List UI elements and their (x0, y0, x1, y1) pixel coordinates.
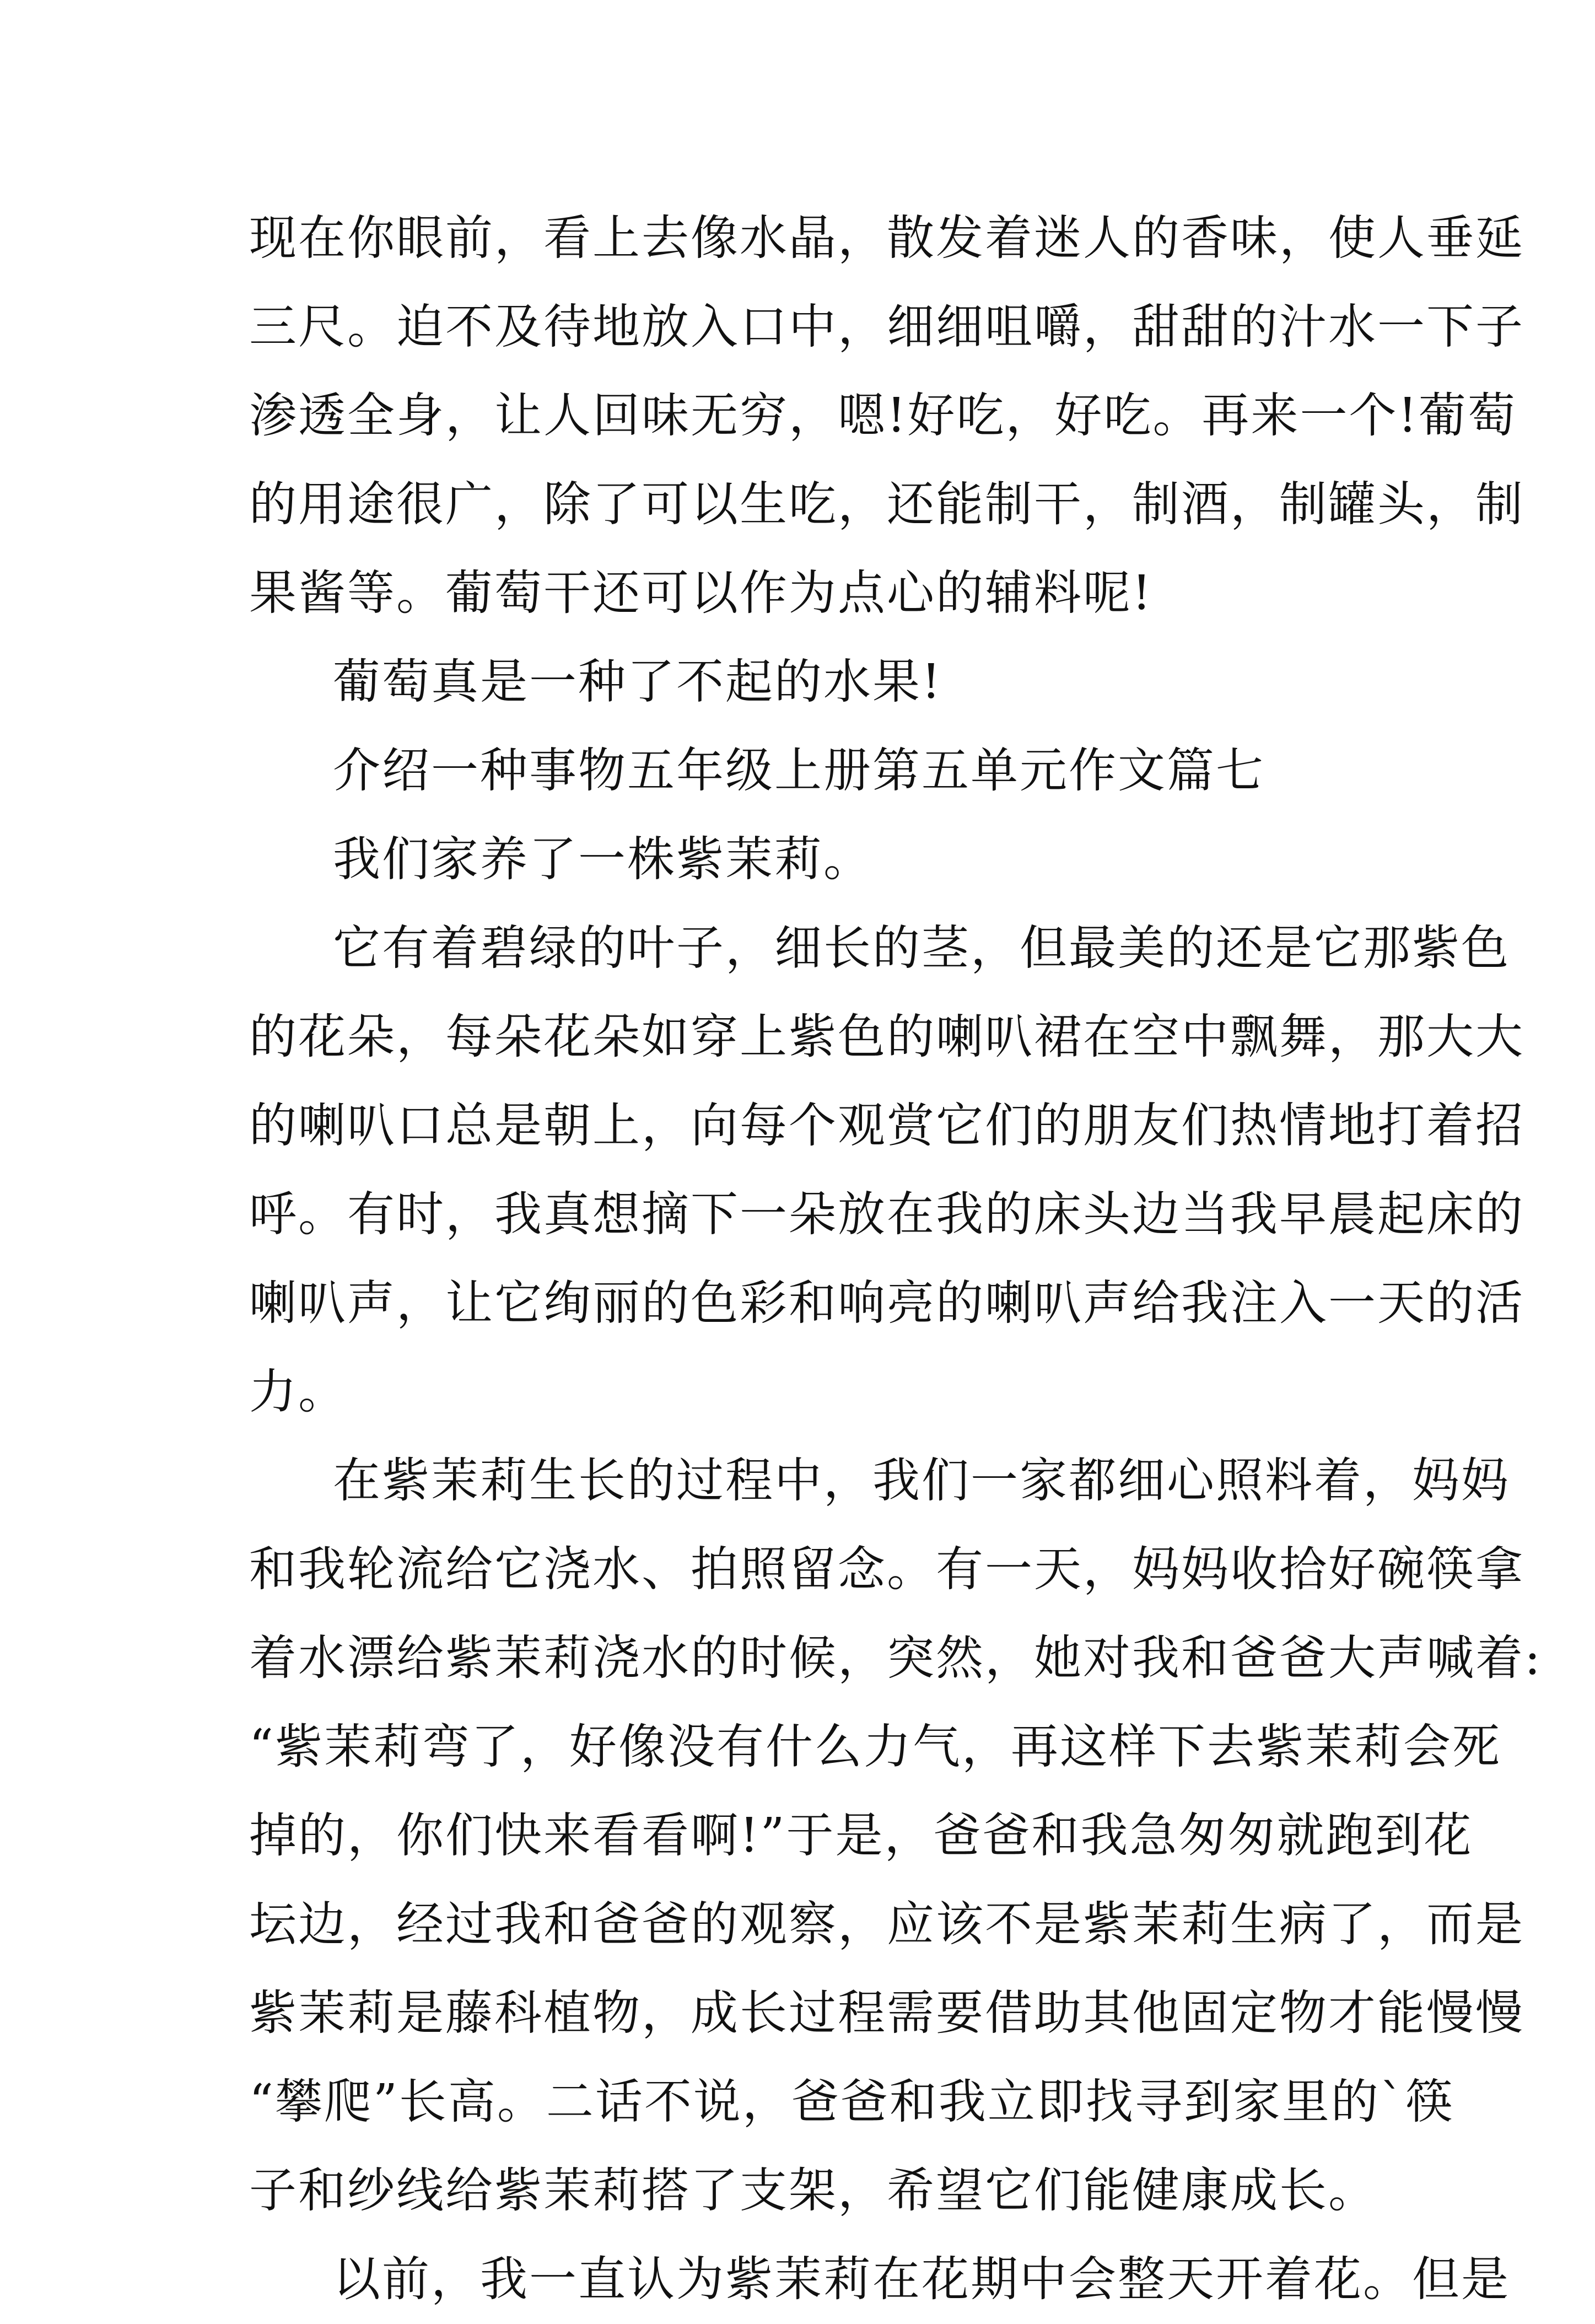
text-line: 在紫茉莉生长的过程中，我们一家都细心照料着，妈妈 (333, 1453, 1510, 1508)
text-line: 力。 (249, 1364, 347, 1419)
text-line: 喇叭声，让它绚丽的色彩和响亮的喇叭声给我注入一天的活 (249, 1276, 1524, 1331)
text-line: 渗透全身，让人回味无穷，嗯!好吃，好吃。再来一个!葡萄 (249, 388, 1517, 443)
text-line: 坛边，经过我和爸爸的观察，应该不是紫茉莉生病了，而是 (249, 1897, 1524, 1952)
text-line: 着水漂给紫茉莉浇水的时候，突然，她对我和爸爸大声喊着: (249, 1631, 1542, 1686)
text-line: 呼。有时，我真想摘下一朵放在我的床头边当我早晨起床的 (249, 1187, 1524, 1242)
text-line: 和我轮流给它浇水、拍照留念。有一天，妈妈收拾好碗筷拿 (249, 1542, 1524, 1597)
text-line: 我们家养了一株紫茉莉。 (333, 832, 872, 887)
text-line: 的花朵，每朵花朵如穿上紫色的喇叭裙在空中飘舞，那大大 (249, 1009, 1524, 1064)
text-line: 的喇叭口总是朝上，向每个观赏它们的朋友们热情地打着招 (249, 1098, 1524, 1153)
text-line: 紫茉莉是藤科植物，成长过程需要借助其他固定物才能慢慢 (249, 1986, 1524, 2041)
text-line: 它有着碧绿的叶子，细长的茎，但最美的还是它那紫色 (333, 921, 1510, 976)
text-line: 子和纱线给紫茉莉搭了支架，希望它们能健康成长。 (249, 2163, 1377, 2218)
text-line: 的用途很广，除了可以生吃，还能制干，制酒，制罐头，制 (249, 477, 1524, 532)
text-line: 介绍一种事物五年级上册第五单元作文篇七 (333, 743, 1265, 798)
text-line: 现在你眼前，看上去像水晶，散发着迷人的香味，使人垂延 (249, 211, 1524, 266)
text-line: 掉的，你们快来看看啊!”于是，爸爸和我急匆匆就跑到花 (249, 1808, 1473, 1863)
text-line: “紫茉莉弯了，好像没有什么力气，再这样下去紫茉莉会死 (249, 1719, 1501, 1774)
text-line: 三尺。迫不及待地放入口中，细细咀嚼，甜甜的汁水一下子 (249, 299, 1524, 354)
text-line: “攀爬”长高。二话不说，爸爸和我立即找寻到家里的`筷 (249, 2074, 1454, 2129)
text-line: 果酱等。葡萄干还可以作为点心的辅料呢! (249, 566, 1153, 621)
essay-body (249, 194, 1542, 2324)
text-line: 葡萄真是一种了不起的水果! (333, 654, 942, 709)
text-line: 以前，我一直认为紫茉莉在花期中会整天开着花。但是 (333, 2252, 1510, 2307)
